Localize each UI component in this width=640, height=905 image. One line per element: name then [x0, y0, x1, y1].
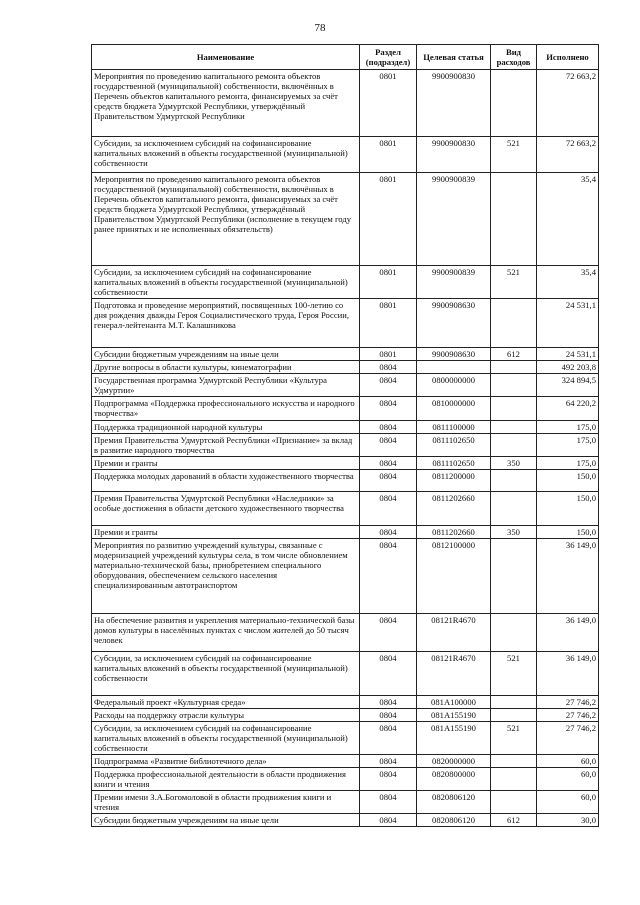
table-row: [92, 652, 599, 696]
table-header-row: [92, 45, 599, 70]
cell-name: Субсидии, за исключением субсидий на софинансирование капитальных вложений в объекты государственной (муниципальной) собственности: [92, 722, 360, 755]
cell-target: 0811200000: [417, 470, 491, 492]
cell-type: [491, 299, 537, 348]
cell-done: 324 894,5: [537, 374, 599, 397]
cell-target: 9900908630: [417, 299, 491, 348]
cell-type: [491, 397, 537, 421]
cell-section: 0801: [360, 173, 417, 266]
cell-section: 0801: [360, 348, 417, 361]
cell-target: 9900900830: [417, 137, 491, 173]
cell-section: 0804: [360, 397, 417, 421]
table-row: [92, 791, 599, 814]
cell-name: Поддержка молодых дарований в области художественного творчества: [92, 470, 360, 492]
cell-type: [491, 374, 537, 397]
cell-target: 0810000000: [417, 397, 491, 421]
table-row: [92, 137, 599, 173]
header-section: Раздел (подраздел): [360, 45, 417, 70]
cell-name: Премия Правительства Удмуртской Республики «Признание» за вклад в развитие народного творчества: [92, 434, 360, 457]
table-row: [92, 709, 599, 722]
cell-section: 0804: [360, 768, 417, 791]
cell-done: 492 203,8: [537, 361, 599, 374]
cell-target: 0820806120: [417, 814, 491, 827]
cell-done: 36 149,0: [537, 652, 599, 696]
cell-target: 9900908630: [417, 348, 491, 361]
table-row: [92, 348, 599, 361]
cell-done: 175,0: [537, 457, 599, 470]
header-target: Целевая статья: [417, 45, 491, 70]
cell-section: 0804: [360, 791, 417, 814]
table-row: [92, 457, 599, 470]
table-row: [92, 814, 599, 827]
cell-type: 521: [491, 652, 537, 696]
cell-type: [491, 70, 537, 137]
cell-section: 0804: [360, 492, 417, 526]
cell-target: 9900900830: [417, 70, 491, 137]
cell-done: 60,0: [537, 791, 599, 814]
cell-done: 36 149,0: [537, 539, 599, 614]
cell-section: 0801: [360, 266, 417, 299]
cell-type: 521: [491, 266, 537, 299]
cell-section: 0801: [360, 299, 417, 348]
cell-done: 27 746,2: [537, 709, 599, 722]
cell-name: Субсидии, за исключением субсидий на софинансирование капитальных вложений в объекты государственной (муниципальной) собственности: [92, 652, 360, 696]
cell-done: 27 746,2: [537, 696, 599, 709]
cell-name: Подпрограмма «Поддержка профессионального искусства и народного творчества»: [92, 397, 360, 421]
cell-section: 0804: [360, 755, 417, 768]
cell-type: 350: [491, 526, 537, 539]
cell-type: [491, 173, 537, 266]
table-row: [92, 492, 599, 526]
table-body: [92, 70, 599, 827]
cell-name: Другие вопросы в области культуры, кинематографии: [92, 361, 360, 374]
cell-name: Мероприятия по проведению капитального ремонта объектов государственной (муниципальной) собственности, включённых в Перечень объектов капитального ремонта, финансируемых за счёт средств бюджета Удмуртской Республики, утверждённый Правительством Удмуртской Республики: [92, 70, 360, 137]
cell-done: 27 746,2: [537, 722, 599, 755]
cell-section: 0804: [360, 374, 417, 397]
cell-name: Премии и гранты: [92, 526, 360, 539]
cell-target: 0811102650: [417, 457, 491, 470]
cell-target: 0820806120: [417, 791, 491, 814]
cell-section: 0804: [360, 539, 417, 614]
cell-target: [417, 361, 491, 374]
table-row: [92, 70, 599, 137]
header-type: Вид расходов: [491, 45, 537, 70]
cell-done: 24 531,1: [537, 299, 599, 348]
cell-type: [491, 470, 537, 492]
cell-target: 0811202660: [417, 492, 491, 526]
cell-type: [491, 755, 537, 768]
cell-section: 0804: [360, 709, 417, 722]
cell-type: [491, 791, 537, 814]
cell-section: 0804: [360, 470, 417, 492]
cell-target: 0811202660: [417, 526, 491, 539]
cell-target: 081A155190: [417, 709, 491, 722]
cell-name: Подпрограмма «Развитие библиотечного дела»: [92, 755, 360, 768]
cell-section: 0804: [360, 457, 417, 470]
cell-type: 612: [491, 348, 537, 361]
cell-type: [491, 614, 537, 652]
cell-target: 0800000000: [417, 374, 491, 397]
cell-name: Субсидии, за исключением субсидий на софинансирование капитальных вложений в объекты государственной (муниципальной) собственности: [92, 137, 360, 173]
cell-target: 9900900839: [417, 266, 491, 299]
cell-section: 0801: [360, 70, 417, 137]
cell-done: 30,0: [537, 814, 599, 827]
cell-name: Субсидии, за исключением субсидий на софинансирование капитальных вложений в объекты государственной (муниципальной) собственности: [92, 266, 360, 299]
cell-target: 0812100000: [417, 539, 491, 614]
cell-section: 0804: [360, 722, 417, 755]
cell-done: 175,0: [537, 434, 599, 457]
table-row: [92, 614, 599, 652]
cell-done: 35,4: [537, 266, 599, 299]
cell-done: 150,0: [537, 492, 599, 526]
cell-name: Мероприятия по развитию учреждений культуры, связанные с модернизацией учреждений культуры села, в том числе обновлением материально-технической базы, приобретением специального оборудования, обеспечением сельского населения специализированным автотранспортом: [92, 539, 360, 614]
cell-name: Государственная программа Удмуртской Республики «Культура Удмуртии»: [92, 374, 360, 397]
cell-name: Премии имени З.А.Богомоловой в области продвижения книги и чтения: [92, 791, 360, 814]
cell-name: Субсидии бюджетным учреждениям на иные цели: [92, 814, 360, 827]
cell-done: 60,0: [537, 755, 599, 768]
cell-section: 0804: [360, 614, 417, 652]
cell-section: 0804: [360, 652, 417, 696]
cell-done: 175,0: [537, 421, 599, 434]
table-row: [92, 755, 599, 768]
table-row: [92, 696, 599, 709]
table-row: [92, 470, 599, 492]
cell-name: Мероприятия по проведению капитального ремонта объектов государственной (муниципальной) собственности, включённых в Перечень объектов капитального ремонта, финансируемых за счёт средств бюджета Удмуртской Республики, утверждённый Правительством Удмуртской Республики (исполнение в текущем году ранее принятых и не исполненных обязательств): [92, 173, 360, 266]
table-row: [92, 397, 599, 421]
table-row: [92, 266, 599, 299]
cell-name: Расходы на поддержку отрасли культуры: [92, 709, 360, 722]
table-row: [92, 374, 599, 397]
cell-type: [491, 709, 537, 722]
table-row: [92, 361, 599, 374]
table-row: [92, 539, 599, 614]
cell-type: 350: [491, 457, 537, 470]
cell-target: 081A100000: [417, 696, 491, 709]
cell-name: Федеральный проект «Культурная среда»: [92, 696, 360, 709]
cell-target: 0811100000: [417, 421, 491, 434]
cell-section: 0804: [360, 526, 417, 539]
cell-section: 0804: [360, 421, 417, 434]
cell-name: Подготовка и проведение мероприятий, посвященных 100-летию со дня рождения дважды Героя Социалистического труда, Героя России, генерал-лейтенанта М.Т. Калашникова: [92, 299, 360, 348]
table-row: [92, 722, 599, 755]
cell-name: Поддержка профессиональной деятельности в области продвижения книги и чтения: [92, 768, 360, 791]
cell-type: 612: [491, 814, 537, 827]
budget-table: [91, 44, 599, 827]
cell-done: 150,0: [537, 470, 599, 492]
cell-name: Поддержка традиционной народной культуры: [92, 421, 360, 434]
cell-type: [491, 539, 537, 614]
cell-name: Субсидии бюджетным учреждениям на иные цели: [92, 348, 360, 361]
cell-type: 521: [491, 137, 537, 173]
cell-section: 0804: [360, 361, 417, 374]
table-row: [92, 526, 599, 539]
cell-done: 36 149,0: [537, 614, 599, 652]
cell-done: 35,4: [537, 173, 599, 266]
cell-type: [491, 768, 537, 791]
cell-section: 0804: [360, 814, 417, 827]
cell-type: 521: [491, 722, 537, 755]
cell-target: 08121R4670: [417, 652, 491, 696]
cell-name: На обеспечение развития и укрепления материально-технической базы домов культуры в населённых пунктах с числом жителей до 50 тысяч человек: [92, 614, 360, 652]
cell-done: 150,0: [537, 526, 599, 539]
page-number: 78: [314, 22, 326, 34]
cell-name: Премия Правительства Удмуртской Республики «Наследники» за особые достижения в области детского художественного творчества: [92, 492, 360, 526]
cell-done: 72 663,2: [537, 137, 599, 173]
cell-type: [491, 361, 537, 374]
cell-type: [491, 434, 537, 457]
cell-type: [491, 696, 537, 709]
cell-target: 0820000000: [417, 755, 491, 768]
header-done: Исполнено: [537, 45, 599, 70]
cell-section: 0804: [360, 434, 417, 457]
cell-done: 72 663,2: [537, 70, 599, 137]
table-row: [92, 299, 599, 348]
cell-done: 60,0: [537, 768, 599, 791]
cell-name: Премии и гранты: [92, 457, 360, 470]
cell-target: 0820800000: [417, 768, 491, 791]
cell-type: [491, 421, 537, 434]
cell-target: 0811102650: [417, 434, 491, 457]
cell-target: 9900900839: [417, 173, 491, 266]
cell-section: 0801: [360, 137, 417, 173]
header-name: Наименование: [92, 45, 360, 70]
table-row: [92, 768, 599, 791]
table-row: [92, 434, 599, 457]
table-row: [92, 173, 599, 266]
cell-target: 08121R4670: [417, 614, 491, 652]
cell-done: 24 531,1: [537, 348, 599, 361]
table-row: [92, 421, 599, 434]
cell-type: [491, 492, 537, 526]
cell-done: 64 220,2: [537, 397, 599, 421]
cell-section: 0804: [360, 696, 417, 709]
cell-target: 081A155190: [417, 722, 491, 755]
